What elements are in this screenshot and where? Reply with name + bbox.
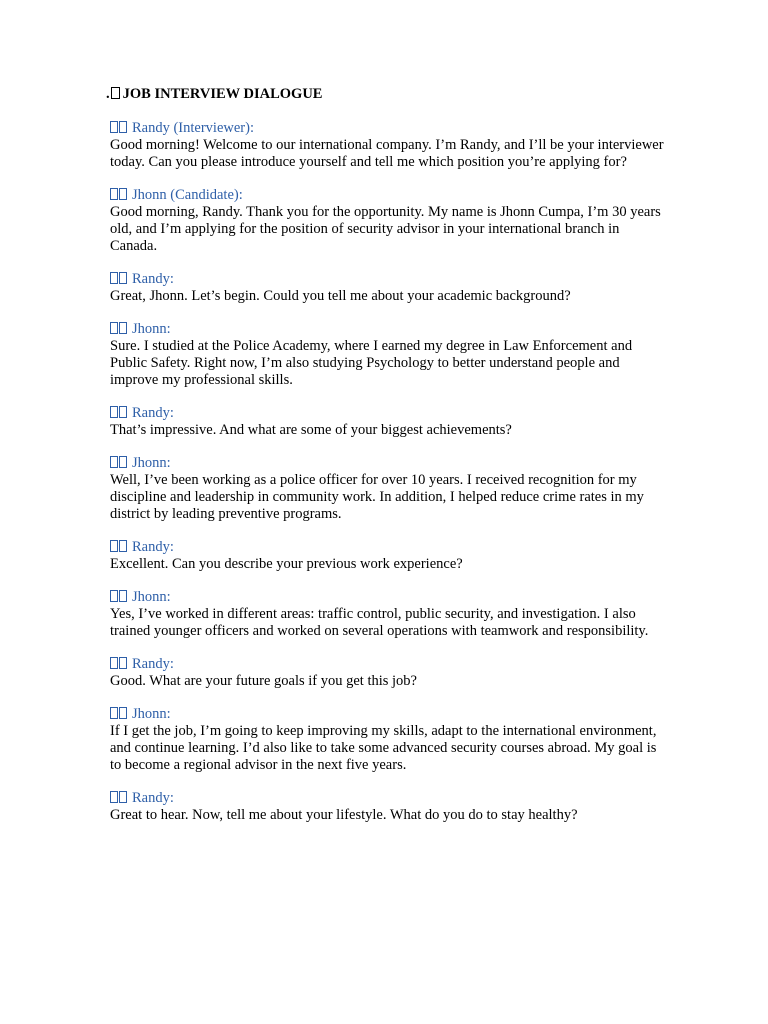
dialogue-text: Good. What are your future goals if you get this job?: [110, 673, 417, 689]
missing-glyph-icon: [110, 322, 118, 334]
dialogue: [110, 120, 670, 824]
missing-glyph-icon: [119, 121, 127, 133]
dialogue-text: That’s impressive. And what are some of your biggest achievements?: [110, 422, 512, 438]
dialogue-text: Good morning, Randy. Thank you for the opportunity. My name is Jhonn Cumpa, I’m 30 years old, and I’m applying for the position of security advisor in your international branch in Canada.: [110, 204, 661, 254]
dialogue-text: Well, I’ve been working as a police officer for over 10 years. I received recognition for my discipline and leadership in community work. In addition, I helped reduce crime rates in my district by leading preventive programs.: [110, 472, 644, 522]
missing-glyph-icon: [110, 406, 118, 418]
dialogue-text: Sure. I studied at the Police Academy, where I earned my degree in Law Enforcement and Public Safety. Right now, I’m also studying Psychology to better understand people and improve my professional skills.: [110, 338, 633, 388]
dialogue-turn: [110, 539, 670, 573]
dialogue-text: Excellent. Can you describe your previous work experience?: [110, 556, 463, 572]
missing-glyph-icon: [110, 540, 118, 552]
missing-glyph-icon: [110, 188, 118, 200]
dialogue-turn: [110, 790, 670, 824]
missing-glyph-icon: [119, 188, 127, 200]
speaker-label: [110, 187, 670, 204]
speaker-label: [110, 539, 670, 556]
missing-glyph-icon: [110, 456, 118, 468]
dialogue-turn: [110, 589, 670, 640]
speaker-name: Randy:: [132, 539, 174, 555]
speaker-label: [110, 321, 670, 338]
missing-glyph-icon: [119, 322, 127, 334]
speaker-label: [110, 120, 670, 137]
missing-glyph-icon: [119, 540, 127, 552]
missing-glyph-icon: [110, 272, 118, 284]
dialogue-turn: [110, 455, 670, 523]
speaker-label: [110, 656, 670, 673]
dialogue-turn: [110, 271, 670, 305]
speaker-name: Randy:: [132, 790, 174, 806]
speaker-label: [110, 271, 670, 288]
speaker-name: Jhonn:: [132, 321, 171, 337]
missing-glyph-icon: [119, 707, 127, 719]
speaker-label: [110, 790, 670, 807]
missing-glyph-icon: [110, 590, 118, 602]
dialogue-turn: [110, 656, 670, 690]
missing-glyph-icon: [119, 456, 127, 468]
missing-glyph-icon: [110, 657, 118, 669]
title-text: JOB INTERVIEW DIALOGUE: [122, 86, 323, 102]
speaker-name: Randy:: [132, 405, 174, 421]
speaker-name: Jhonn:: [132, 706, 171, 722]
speaker-label: [110, 706, 670, 723]
document-title: [106, 85, 670, 103]
dialogue-turn: [110, 405, 670, 439]
speaker-name: Randy:: [132, 656, 174, 672]
missing-glyph-icon: [110, 707, 118, 719]
missing-glyph-icon: [111, 87, 120, 99]
speaker-label: [110, 589, 670, 606]
speaker-label: [110, 405, 670, 422]
speaker-name: Jhonn:: [132, 589, 171, 605]
missing-glyph-icon: [119, 590, 127, 602]
speaker-name: Jhonn (Candidate):: [132, 187, 243, 203]
dialogue-turn: [110, 120, 670, 171]
dialogue-text: If I get the job, I’m going to keep improving my skills, adapt to the international environment, and continue learning. I’d also like to take some advanced security courses abroad. My goal is to become a regional advisor in the next five years.: [110, 723, 657, 773]
missing-glyph-icon: [110, 121, 118, 133]
document-page: [106, 85, 670, 840]
dialogue-turn: [110, 187, 670, 255]
speaker-name: Jhonn:: [132, 455, 171, 471]
dialogue-text: Good morning! Welcome to our international company. I’m Randy, and I’ll be your interviewer today. Can you please introduce yourself and tell me which position you’re applying for?: [110, 137, 664, 170]
speaker-name: Randy (Interviewer):: [132, 120, 254, 136]
dialogue-text: Great, Jhonn. Let’s begin. Could you tell me about your academic background?: [110, 288, 571, 304]
title-prefix: .: [106, 86, 110, 102]
speaker-name: Randy:: [132, 271, 174, 287]
missing-glyph-icon: [110, 791, 118, 803]
dialogue-text: Great to hear. Now, tell me about your lifestyle. What do you do to stay healthy?: [110, 807, 578, 823]
missing-glyph-icon: [119, 791, 127, 803]
speaker-label: [110, 455, 670, 472]
dialogue-turn: [110, 706, 670, 774]
dialogue-turn: [110, 321, 670, 389]
dialogue-text: Yes, I’ve worked in different areas: traffic control, public security, and investigation. I also trained younger officers and worked on several operations with teamwork and responsibility.: [110, 606, 649, 639]
missing-glyph-icon: [119, 657, 127, 669]
missing-glyph-icon: [119, 272, 127, 284]
missing-glyph-icon: [119, 406, 127, 418]
